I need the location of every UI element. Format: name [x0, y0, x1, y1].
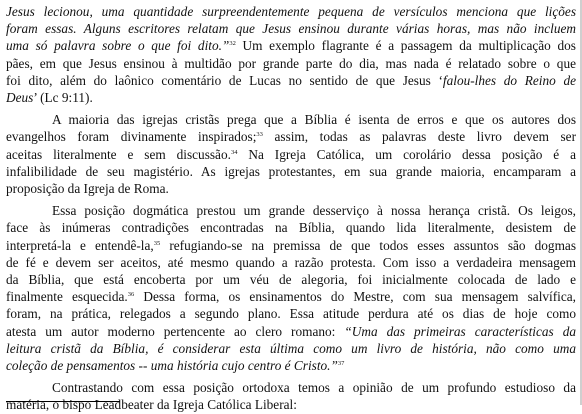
text-line: Essa posição dogmática prestou um grande desserviço à nossa herança cristã. Os leigos, [52, 203, 576, 219]
footnote-ref[interactable]: 32 [229, 40, 236, 48]
text-line: A maioria das igrejas cristãs prega que a Bíblia é isenta de erros e que os autores dos [52, 112, 576, 128]
text-line: coleção de pensamentos -- uma história cujo centro é Cristo.”$^{37}$ [6, 358, 345, 373]
text-line: foram essas. Alguns escritores relatam que Jesus ensinou durante várias horas, mas não incluem [6, 21, 576, 37]
text-line: foram, na prática, relegados a segundo plano. Essa atitude perdura até os dias de hoje como [6, 306, 576, 322]
text-line: uma só palavra sobre o que foi dito.”$^{32}$ Um exemplo flagrante é a passagem da multiplicação dos [6, 38, 576, 54]
text-line: foi dito, além do laônico comentário de Lucas no sentido de que Jesus ‘falou-lhes do Reino de [6, 72, 576, 88]
text-line: aceitas literalmente e sem discussão.$^{34}$ Na Igreja Católica, um corolário dessa posição é a [6, 146, 576, 162]
text-line: atesta um autor moderno pertencente ao clero romano: “Uma das primeiras características da [6, 323, 576, 339]
text-line: pães, em que Jesus ensinou à multidão por grande parte do dia, mas nada é relatado sobre o que [6, 55, 576, 71]
footnote-ref[interactable]: 36 [127, 291, 135, 299]
text-line: Contrastando com essa posição ortodoxa temos a opinião de um profundo estudioso da [52, 380, 576, 396]
text-line: de fé e devem ser aceitos, até mesmo quando a razão protesta. Com isso a verdadeira mensagem [6, 254, 576, 270]
text-line: face às inúmeras contradições encontradas na Bíblia, quando lida literalmente, desistem de [6, 220, 576, 236]
text-line: da Bíblia, que está encoberta por um véu de alegoria, foi inicialmente colocada de lado e [6, 272, 576, 287]
footnote-ref[interactable]: 37 [337, 360, 345, 367]
text-line: evangelhos foram divinamente inspirados;$^{33}$ assim, todas as palavras deste livro devem ser [6, 129, 576, 145]
footnote-separator [6, 401, 120, 402]
text-line: Deus’ (Lc 9:11). [6, 90, 93, 105]
text-line: proposição da Igreja de Roma. [6, 181, 169, 196]
text-line: interpretá-la e entendê-la,$^{35}$ refugiando-se na premissa de que todos esses assuntos são dogmas [6, 237, 576, 253]
footnote-ref[interactable]: 33 [256, 131, 263, 139]
text-line: finalmente esquecida.$^{36}$ Dessa forma, os ensinamentos do Mestre, com sua mensagem salvífica, [6, 289, 576, 305]
text-line: leitura cristã da Bíblia, é considerar esta última como um livro de história, não como uma [6, 340, 576, 356]
footnote-ref[interactable]: 34 [230, 148, 238, 156]
text-line: matéria, o bispo Leadbeater da Igreja Católica Liberal: [6, 397, 297, 413]
text-line: Jesus lecionou, uma quantidade surpreendentemente pequena de versículos menciona que lições [6, 4, 576, 19]
footnote-ref[interactable]: 35 [153, 239, 161, 247]
text-line: infalibilidade de seu magistério. As igrejas protestantes, em sua grande maioria, encamparam a [6, 163, 576, 179]
